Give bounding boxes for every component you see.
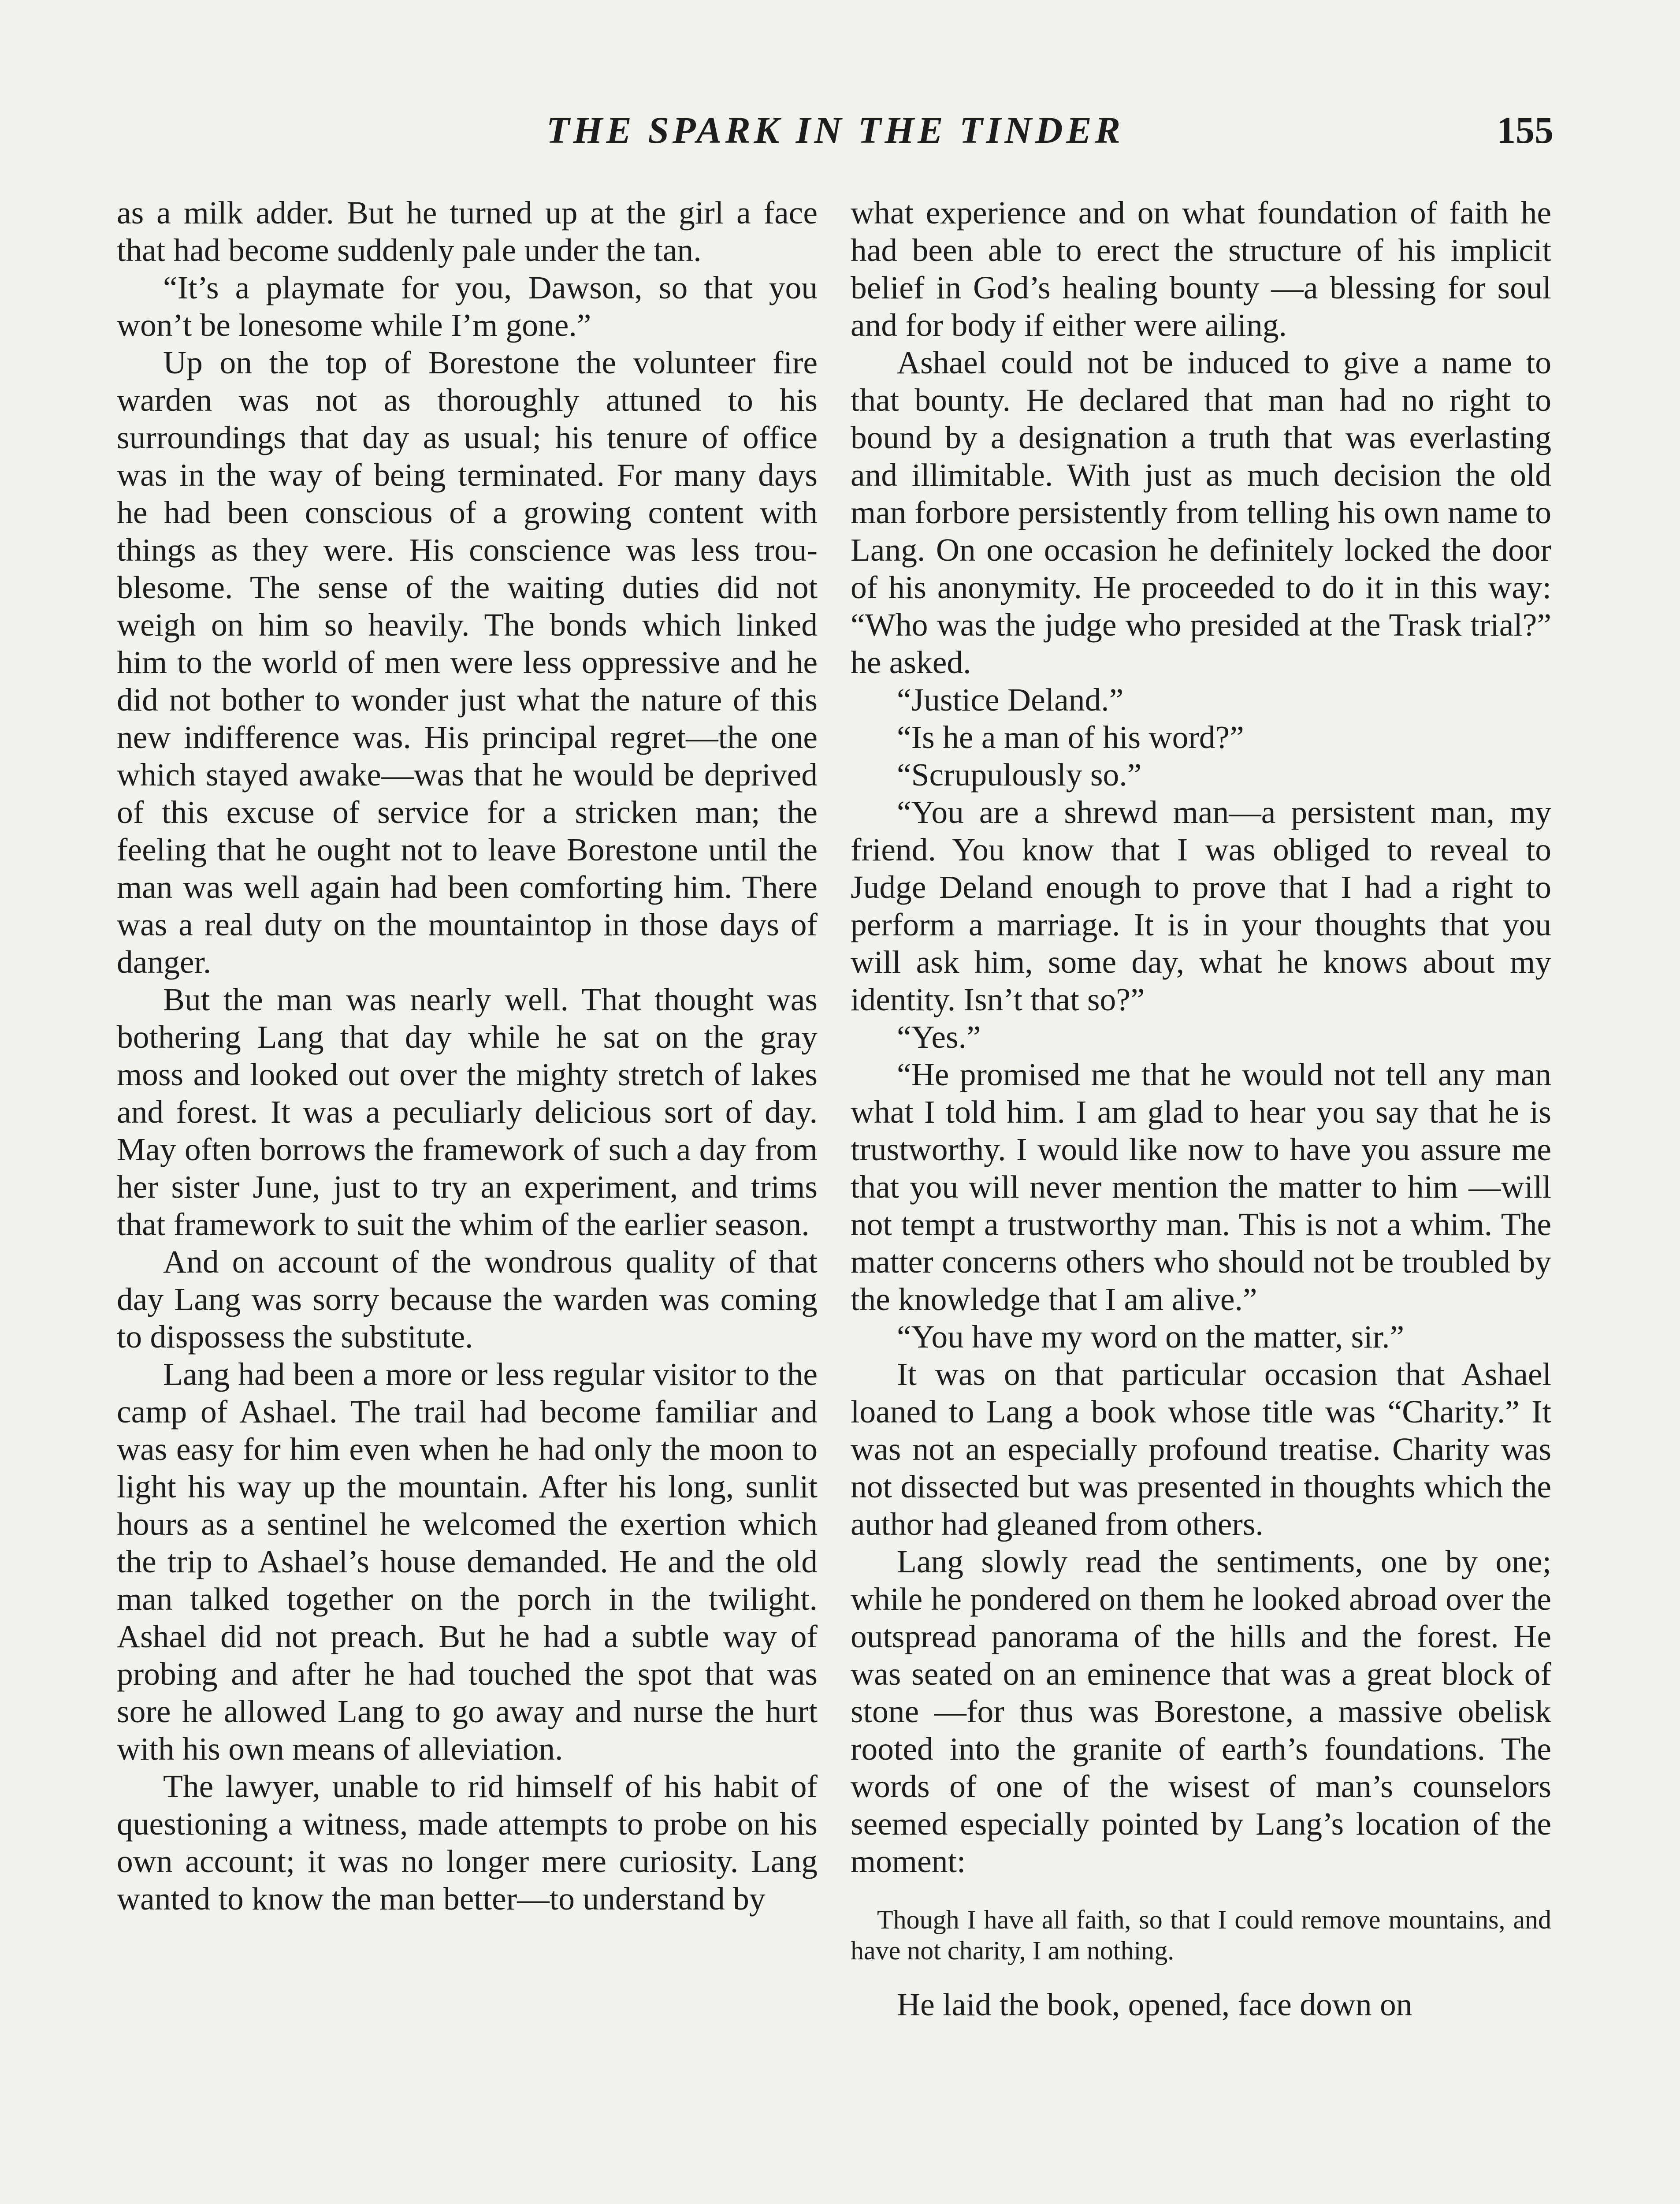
page-header — [117, 108, 1554, 161]
paragraph: Lang had been a more or less regular visitor to the camp of Ashael. The trail had become familiar and was easy for him even when he had only the moon to light his way up the mountain. After his long, sunlit hours as a sentinel he welcomed the exertion which the trip to Ashael’s house demanded. He and the old man talked together on the porch in the twilight. Ashael did not preach. But he had a subtle way of probing and after he had touched the spot that was sore he allowed Lang to go away and nurse the hurt with his own means of alleviation. — [117, 1356, 818, 1767]
paragraph: “Yes.” — [897, 1019, 981, 1055]
paragraph: “He promised me that he would not tell any man what I told him. I am glad to hear you say that he is trustworthy. I would like now to have you assure me that you will never mention the matter to him —will not tempt a trustworthy man. This is not a whim. The matter concerns others who should not be troubled by the knowledge that I am alive.” — [851, 1057, 1551, 1317]
paragraph: “It’s a playmate for you, Dawson, so that you won’t be lonesome while I’m gone.” — [117, 270, 818, 343]
paragraph: The lawyer, unable to rid himself of his habit of questioning a witness, made attempts to probe on his own account; it was no longer mere curiosity. Lang wanted to know the man better—to understand by — [117, 1768, 818, 1917]
paragraph: “You are a shrewd man—a persistent man, my friend. You know that I was obliged to reveal to Judge Deland enough to prove that I had a right to perform a marriage. It is in your thoughts that you will ask him, some day, what he knows about my identity. Isn’t that so?” — [851, 794, 1551, 1017]
paragraph: what experience and on what foundation of faith he had been able to erect the structure of his implicit belief in God’s healing bounty —a blessing for soul and for body if either were ailing. — [851, 195, 1551, 343]
paragraph: Up on the top of Borestone the volunteer fire warden was not as thoroughly attuned to his surroundings that day as usual; his tenure of office was in the way of being terminated. For many days he had been conscious of a growing content with things as they were. His conscience was less troublesome. The sense of the waiting duties did not weigh on him so heavily. The bonds which linked him to the world of men were less oppressive and he did not bother to wonder just what the nature of this new indifference was. His principal regret—the one which stayed awake—was that he would be deprived of this excuse of service for a stricken man; the feeling that he ought not to leave Borestone until the man was well again had been comforting him. There was a real duty on the mountaintop in those days of danger. — [117, 345, 818, 980]
paragraph: “Justice Deland.” — [897, 682, 1124, 718]
paragraph: He laid the book, opened, face down on — [897, 1987, 1412, 2022]
paragraph: Ashael could not be induced to give a name to that bounty. He declared that man had no right to bound by a designation a truth that was everlasting and illimitable. With just as much decision the old man forbore persistently from telling his own name to Lang. On one occasion he definitely locked the door of his anonymity. He proceeded to do it in this way: “Who was the judge who presided at the Trask trial?” he asked. — [851, 345, 1551, 680]
paragraph: And on account of the wondrous quality of that day Lang was sorry because the warden was coming to dispossess the substitute. — [117, 1244, 818, 1355]
block-quote: Though I have all faith, so that I could remove mountains, and have not charity, I am nothing. — [851, 1905, 1551, 1965]
paragraph: But the man was nearly well. That thought was bothering Lang that day while he sat on the gray moss and looked out over the mighty stretch of lakes and forest. It was a peculiarly delicious sort of day. May often borrows the framework of such a day from her sister June, just to try an experiment, and trims that framework to suit the whim of the earlier season. — [117, 982, 818, 1242]
paragraph: “Scrupulously so.” — [897, 757, 1142, 793]
paragraph: Lang slowly read the sentiments, one by one; while he pondered on them he looked abroad over the outspread panorama of the hills and the forest. He was seated on an eminence that was a great block of stone —for thus was Borestone, a massive obelisk rooted into the granite of earth’s foundations. The words of one of the wisest of man’s counselors seemed especially pointed by Lang’s location of the moment: — [851, 1544, 1551, 1879]
left-column — [117, 194, 818, 1917]
running-title: THE SPARK IN THE TINDER — [546, 109, 1124, 151]
paragraph: “Is he a man of his word?” — [897, 719, 1244, 755]
paragraph: “You have my word on the matter, sir.” — [897, 1319, 1405, 1355]
page-number: 155 — [1497, 109, 1554, 151]
paragraph: It was on that particular occasion that Ashael loaned to Lang a book whose title was “Charity.” It was not an especially profound treatise. Charity was not dissected but was presented in thoughts which the author had gleaned from others. — [851, 1356, 1551, 1542]
right-column — [851, 194, 1551, 2023]
paragraph: as a milk adder. But he turned up at the girl a face that had become suddenly pale under the tan. — [117, 195, 818, 268]
